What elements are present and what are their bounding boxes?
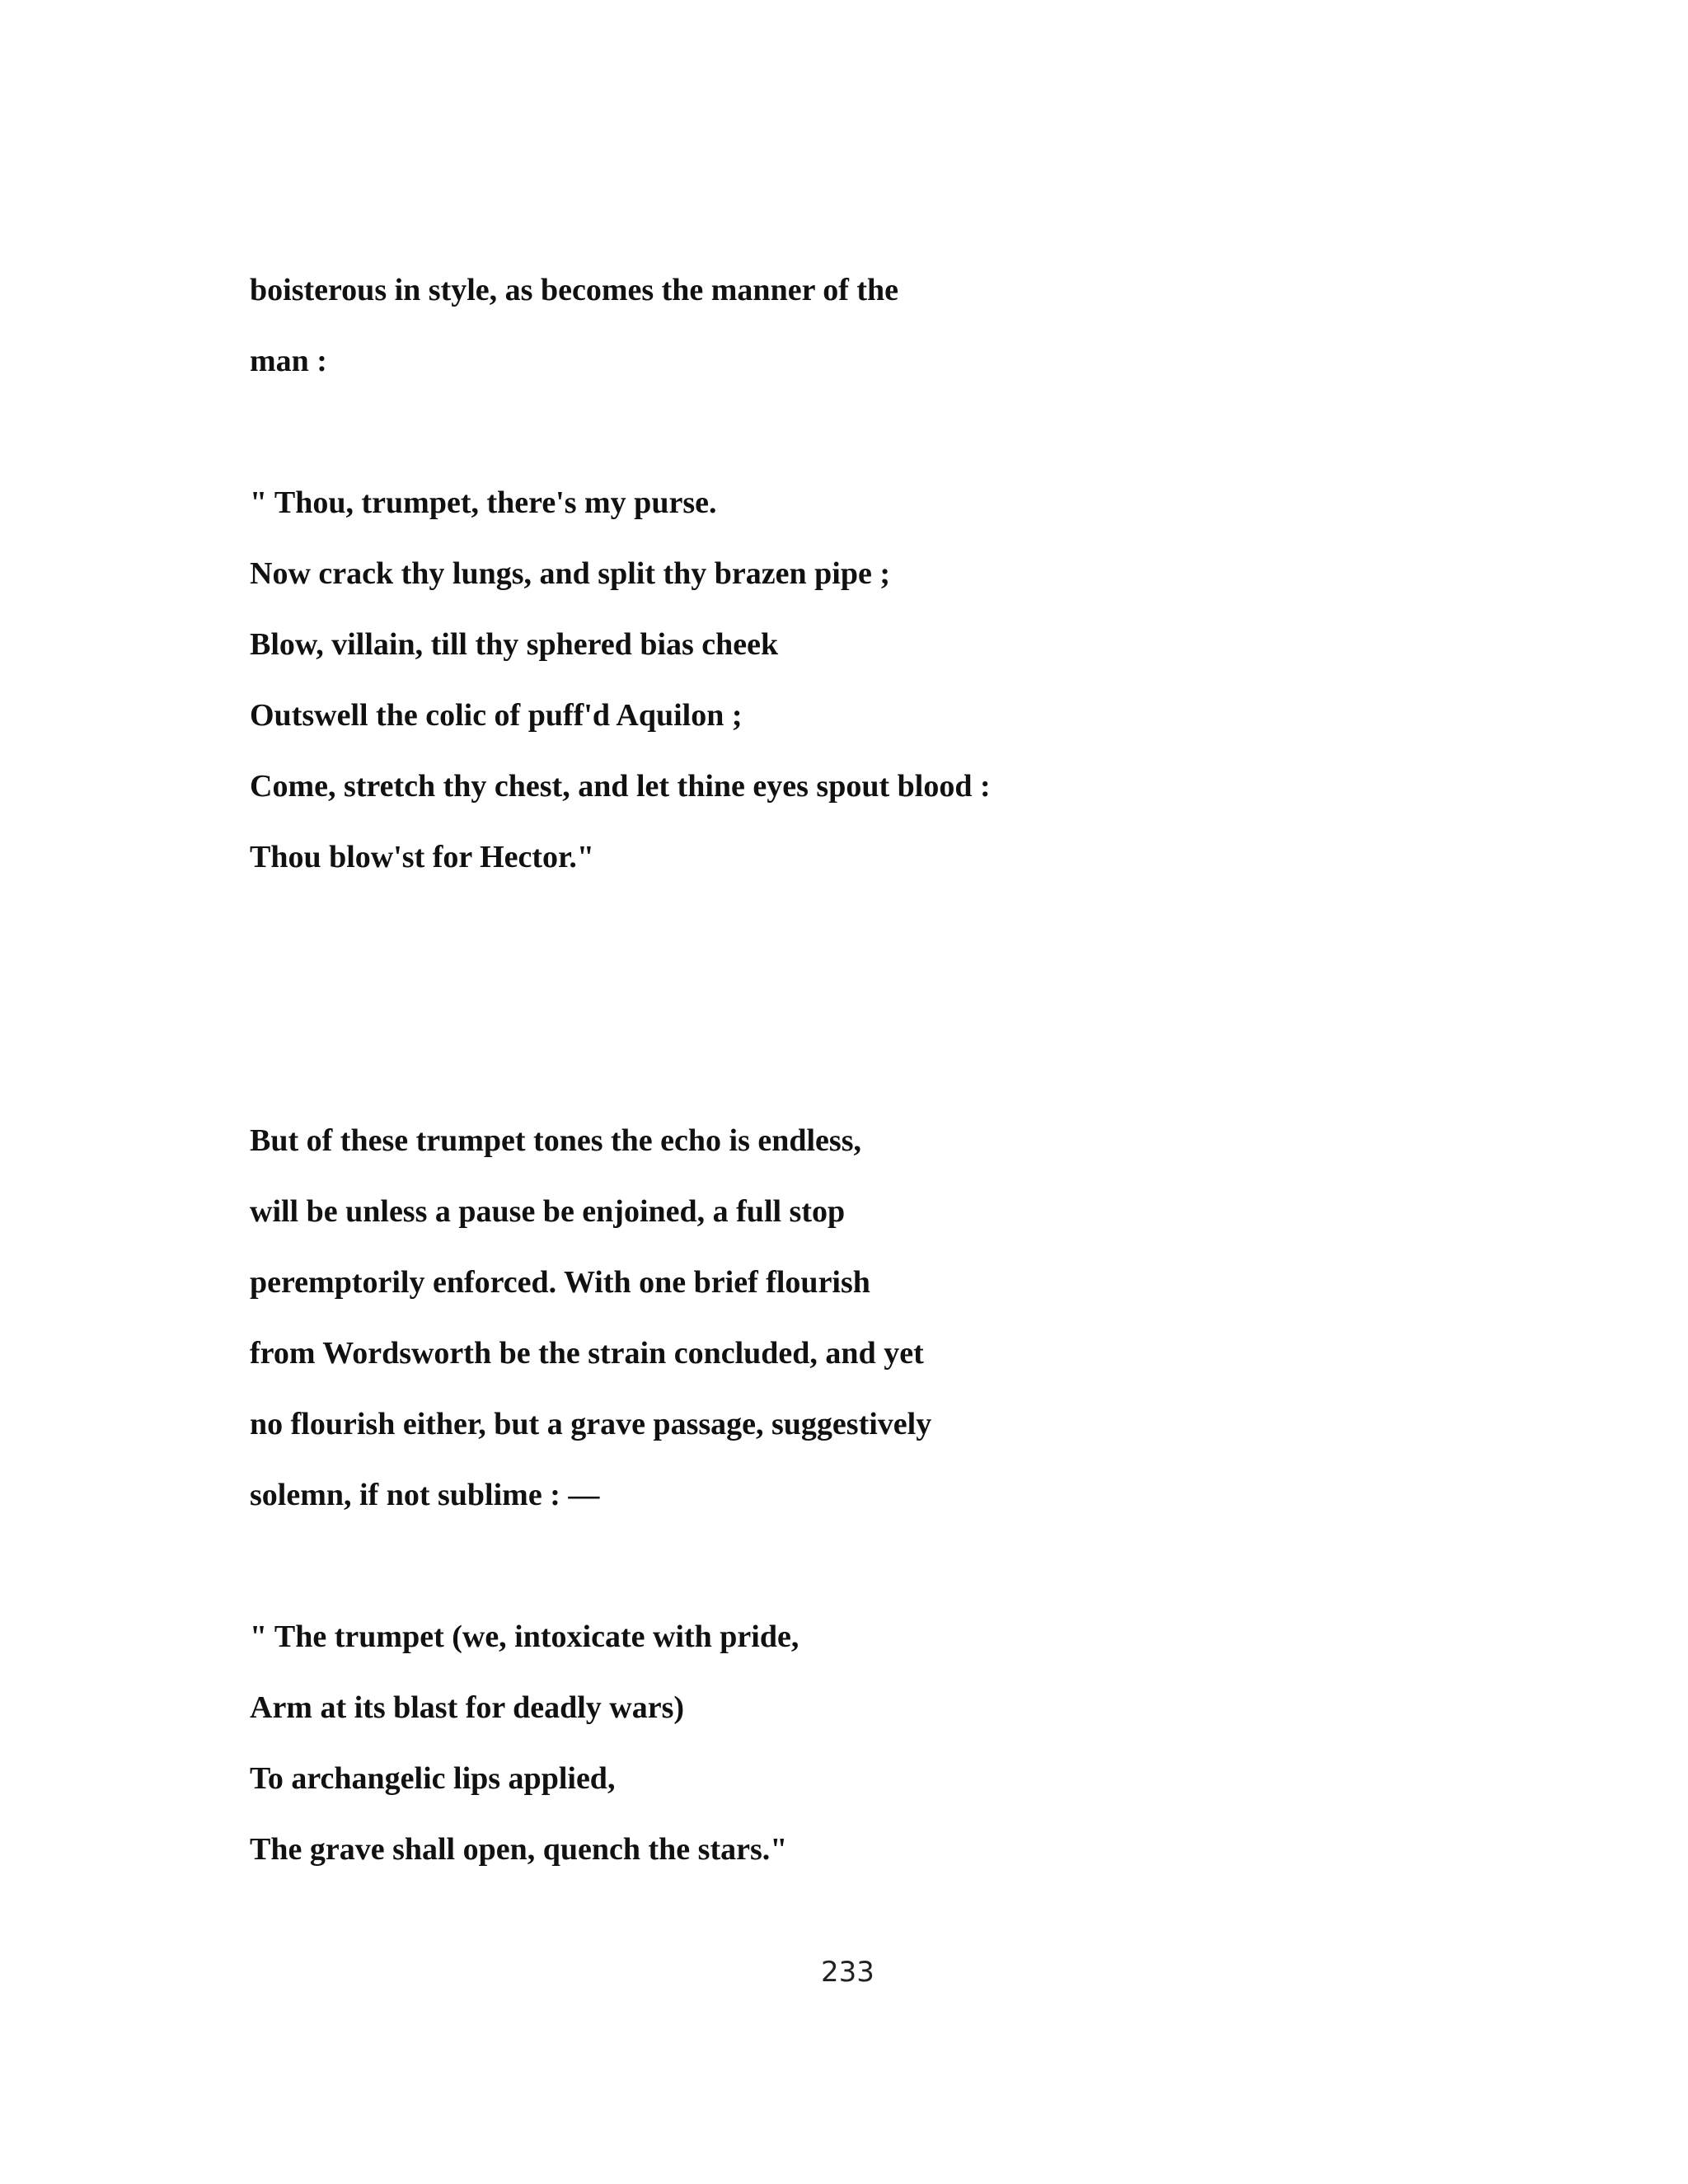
shakespeare-quote-line-3: Blow, villain, till thy sphered bias cheek [250,627,779,662]
wordsworth-quote-line-2: Arm at its blast for deadly wars) [250,1690,685,1725]
main-paragraph-line-1: But of these trumpet tones the echo is endless, [250,1123,862,1158]
shakespeare-quote-line-1: " Thou, trumpet, there's my purse. [250,485,717,520]
main-paragraph-line-4: from Wordsworth be the strain concluded, and yet [250,1336,924,1371]
main-paragraph-line-2: will be unless a pause be enjoined, a full stop [250,1194,846,1229]
shakespeare-quote-line-5: Come, stretch thy chest, and let thine eyes spout blood : [250,769,991,804]
main-paragraph-line-3: peremptorily enforced. With one brief flourish [250,1265,870,1300]
intro-line-2: man : [250,344,327,378]
wordsworth-quote-line-4: The grave shall open, quench the stars." [250,1832,788,1867]
shakespeare-quote-line-2: Now crack thy lungs, and split thy brazen pipe ; [250,556,890,591]
main-paragraph-line-5: no flourish either, but a grave passage, suggestively [250,1407,932,1441]
wordsworth-quote-line-3: To archangelic lips applied, [250,1761,616,1796]
shakespeare-quote-line-6: Thou blow'st for Hector." [250,840,594,874]
intro-line-1: boisterous in style, as becomes the manner of the [250,273,899,307]
wordsworth-quote-line-1: " The trumpet (we, intoxicate with pride, [250,1619,799,1654]
shakespeare-quote-line-4: Outswell the colic of puff'd Aquilon ; [250,698,743,733]
page-number: 233 [821,1956,874,1989]
main-paragraph-line-6: solemn, if not sublime : — [250,1478,600,1512]
